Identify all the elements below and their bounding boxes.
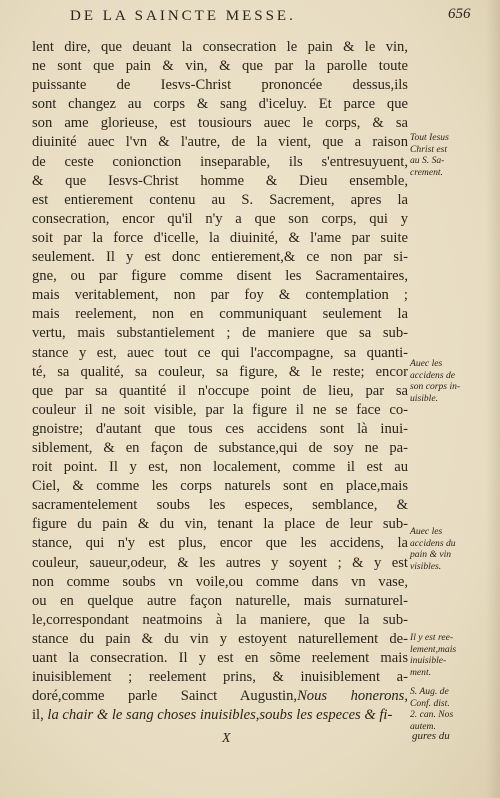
text-segment: sont changez au corps & sang d'iceluy. Et parce que	[32, 96, 408, 113]
text-segment: figure du pain & du vin, tenant la place de leur sub-	[32, 516, 408, 533]
text-line	[32, 401, 408, 420]
text-segment: ne sont que pain & vin, & que par la parolle toute	[32, 58, 408, 75]
text-line	[32, 267, 408, 286]
text-line	[32, 668, 408, 687]
text-segment: vertu, mais substantielement ; de maniere que sa sub-	[32, 325, 408, 342]
margin-note-line: Christ est	[410, 143, 448, 155]
text-line	[32, 611, 408, 630]
margin-note-line: 2. can. Nos	[410, 709, 454, 721]
text-line	[32, 706, 408, 725]
text-line	[32, 592, 408, 611]
text-segment: de ceste conionction inseparable, ils s'entresuyuent,	[32, 153, 408, 170]
text-line	[32, 439, 408, 458]
margin-note-line: Auec les	[410, 358, 443, 369]
margin-note-body-accidents	[410, 358, 494, 404]
margin-note-line: ment.	[410, 666, 432, 678]
margin-note-line: autem.	[410, 720, 436, 732]
text-segment: sacramentelement soubs les especes, semblance, &	[32, 497, 408, 514]
italic-segment: Nous honerons,	[297, 688, 409, 705]
page-edge-shadow	[486, 0, 500, 798]
margin-note-line: Auec les	[410, 526, 443, 537]
text-segment: gnoistre; d'autant que tous ces accidens sont là inui-	[32, 420, 408, 437]
text-line	[32, 687, 408, 706]
text-segment: diuinité auec l'vn & l'autre, de la vient, que a raison	[32, 134, 408, 151]
text-segment: té, sa qualité, sa couleur, sa figure, & le reste; encor	[32, 363, 408, 380]
italic-segment: la chair & le sang choses inuisibles,soubs les especes & fi-	[47, 707, 393, 724]
signature-mark: X	[222, 731, 231, 746]
text-line	[32, 95, 408, 114]
text-segment: siblement, & en façon de substance,qui de soy ne pa-	[32, 439, 408, 456]
text-line	[32, 57, 408, 76]
text-line	[32, 630, 408, 649]
text-line	[32, 477, 408, 496]
text-line	[32, 515, 408, 534]
text-segment: stance y est, auec tout ce qui l'accompagne, sa quanti-	[32, 344, 408, 361]
margin-note-line: crement.	[410, 166, 443, 178]
text-segment: couleur, saueur,odeur, & les autres y soyent ; & y est	[32, 554, 408, 571]
text-line	[32, 382, 408, 401]
text-line	[32, 248, 408, 267]
text-line	[32, 305, 408, 324]
margin-note-line: accidens de	[410, 369, 456, 381]
text-segment: non comme soubs vn voile,ou comme dans vn vase,	[32, 573, 408, 590]
text-segment: couleur il ne soit visible, par la figure il ne se face co-	[32, 401, 408, 418]
text-line	[32, 133, 408, 152]
text-segment: le,correspondant neatmoins à la maniere, que la sub-	[32, 611, 408, 628]
margin-note-line: inuisible-	[410, 655, 447, 667]
text-segment: inuisiblement ; reelement prins, & inuisiblement a-	[32, 669, 408, 686]
margin-note-christ-present	[410, 132, 494, 178]
margin-note-line: Tout Iesus	[410, 132, 449, 143]
text-line	[32, 363, 408, 382]
text-segment: doré,comme parle Sainct Augustin,	[32, 688, 298, 705]
text-segment: Ciel, & comme les corps naturels sont en place,mais	[32, 478, 408, 495]
margin-note-line: pain & vin	[410, 549, 452, 561]
margin-note-line: au S. Sa-	[410, 155, 445, 167]
margin-note-line: accidens du	[410, 537, 456, 549]
margin-note-augustine-citation	[410, 686, 494, 732]
catchword: gures du	[412, 730, 450, 742]
text-line	[32, 496, 408, 515]
text-line	[32, 191, 408, 210]
text-segment: que par sa quantité il n'occupe point de lieu, par sa	[32, 382, 408, 399]
margin-note-line: lement,mais	[410, 643, 457, 655]
folio-number: 656	[448, 6, 471, 22]
margin-note-line: son corps in-	[410, 381, 461, 393]
text-line	[32, 210, 408, 229]
body-text	[32, 38, 408, 725]
text-segment: gne, ou par figure comme disent les Sacramentaires,	[32, 268, 408, 285]
text-segment: son ame glorieuse, est tousiours auec le corps, & sa	[32, 115, 408, 132]
text-line	[32, 76, 408, 95]
text-segment: stance, qui n'y est plus, encor que les accidens, la	[32, 535, 408, 552]
text-segment: mais reelement, non en communiquant seulement la	[32, 306, 408, 323]
text-line	[32, 534, 408, 553]
text-segment: roit point. Il y est, non localement, comme il est au	[32, 459, 408, 476]
text-segment: est entierement contenu au S. Sacrement, apres la	[32, 191, 408, 208]
text-line	[32, 172, 408, 191]
text-line	[32, 324, 408, 343]
margin-note-bread-wine-accidents	[410, 526, 494, 572]
text-segment: soit par la force d'icelle, la diuinité, & l'ame par suite	[32, 229, 408, 246]
text-segment: & que Iesvs-Christ homme & Dieu ensemble,	[32, 172, 408, 189]
text-line	[32, 153, 408, 172]
text-line	[32, 286, 408, 305]
margin-note-line: Il y est ree-	[410, 632, 454, 643]
text-line	[32, 458, 408, 477]
text-line	[32, 229, 408, 248]
margin-note-line: S. Aug. de	[410, 686, 449, 697]
text-segment: il,	[32, 707, 48, 724]
text-line	[32, 420, 408, 439]
text-line	[32, 554, 408, 573]
margin-note-line: visibles.	[410, 560, 442, 572]
running-head-title: DE LA SAINCTE MESSE.	[70, 8, 296, 24]
text-segment: consecration, encor qu'il n'y a que son corps, qui y	[32, 210, 408, 227]
text-segment: lent dire, que deuant la consecration le pain & le vin,	[32, 39, 408, 55]
text-segment: seulement. Il y est donc entierement,& ce non par si-	[32, 249, 408, 266]
text-line	[32, 114, 408, 133]
text-line	[32, 573, 408, 592]
text-segment: mais veritablement, non par foy & contemplation ;	[32, 287, 408, 304]
text-line	[32, 344, 408, 363]
text-segment: puissante de Iesvs-Christ prononcée dessus,ils	[32, 77, 408, 94]
text-segment: stance du pain & du vin y estoyent naturellement de-	[32, 630, 408, 647]
running-head	[0, 6, 500, 32]
margin-note-line: Conf. dist.	[410, 697, 450, 709]
text-line	[32, 38, 408, 57]
text-line	[32, 649, 408, 668]
margin-note-real-invisible	[410, 632, 494, 678]
text-segment: ou en quelque autre façon naturelle, mais surnaturel-	[32, 592, 408, 609]
text-segment: uant la consecration. Il y est en sõme reelement mais	[32, 650, 408, 666]
margin-note-line: uisible.	[410, 392, 438, 404]
